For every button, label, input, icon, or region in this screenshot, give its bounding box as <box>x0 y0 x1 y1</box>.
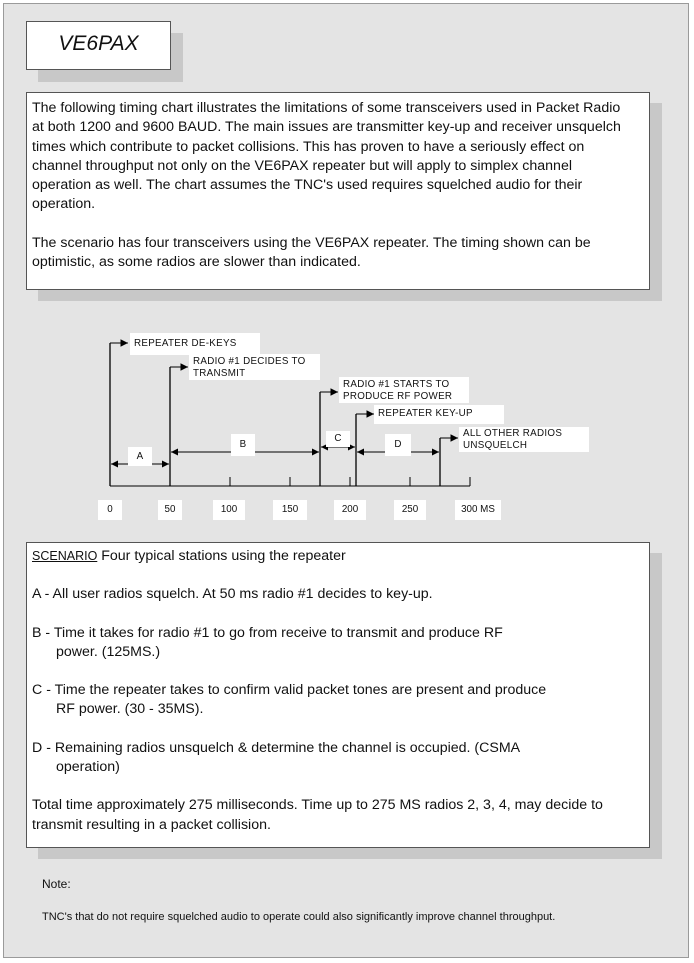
scenario-item-d-cont: operation) <box>56 759 120 776</box>
scenario-total: Total time approximately 275 milliseconds. Time up to 275 MS radios 2, 3, 4, may decide to transmit resulting in a packet collision. <box>32 797 603 833</box>
interval-label-b: B <box>231 434 255 456</box>
scenario-heading-text: Four typical stations using the repeater <box>97 548 346 564</box>
event-label-repeater-de-keys: REPEATER DE-KEYS <box>130 333 260 355</box>
scenario-item-b: B - Time it takes for radio #1 to go from receive to transmit and produce RF <box>32 624 503 641</box>
scenario-heading-label: SCENARIO <box>32 549 98 563</box>
scenario-box <box>26 542 650 848</box>
scenario-item-d: D - Remaining radios unsquelch & determine the channel is occupied. (CSMA <box>32 739 521 756</box>
tick-label: 100 <box>213 500 245 520</box>
tick-label: 0 <box>98 500 122 520</box>
note-text: TNC's that do not require squelched audio to operate could also significantly improve channel throughput. <box>42 911 556 923</box>
event-label-repeater-key-up: REPEATER KEY-UP <box>374 405 504 424</box>
intro-paragraph-2: The scenario has four transceivers using the VE6PAX repeater. The timing shown can be optimistic, as some radios are slower than indicated. <box>32 234 591 271</box>
interval-label-d: D <box>385 434 411 456</box>
scenario-item-c: C - Time the repeater takes to confirm valid packet tones are present and produce <box>32 682 547 699</box>
tick-label: 200 <box>334 500 366 520</box>
event-label-radio-rf-power: RADIO #1 STARTS TO PRODUCE RF POWER <box>339 377 469 403</box>
note-label: Note: <box>42 877 71 891</box>
scenario-heading <box>32 547 641 566</box>
tick-label: 50 <box>158 500 182 520</box>
intro-paragraph-1: The following timing chart illustrates the limitations of some transceivers used in Packet Radio at both 1200 and 9600 BAUD. The main issues are transmitter key-up and receiver unsquelch times which contribute to packet collisions. This has proven to have a seriously effect on channel throughput not only on the VE6PAX repeater but will apply to simplex channel operation as well. The chart assumes the TNC's used requires squelched audio for their operation. <box>32 100 621 213</box>
tick-label: 150 <box>273 500 307 520</box>
tick-label: 250 <box>394 500 426 520</box>
scenario-item-b-cont: power. (125MS.) <box>56 643 161 660</box>
scenario-item-a: A - All user radios squelch. At 50 ms radio #1 decides to key-up. <box>32 586 433 603</box>
page-title: VE6PAX <box>58 32 139 55</box>
interval-label-a: A <box>128 447 152 466</box>
axis-tick-marks <box>110 477 470 486</box>
event-label-radios-unsquelch: ALL OTHER RADIOS UNSQUELCH <box>459 427 589 452</box>
scenario-item-c-cont: RF power. (30 - 35MS). <box>56 701 204 718</box>
interval-label-c: C <box>326 431 350 447</box>
tick-label: 300 MS <box>455 500 501 520</box>
event-label-radio-decides: RADIO #1 DECIDES TO TRANSMIT <box>189 354 320 380</box>
